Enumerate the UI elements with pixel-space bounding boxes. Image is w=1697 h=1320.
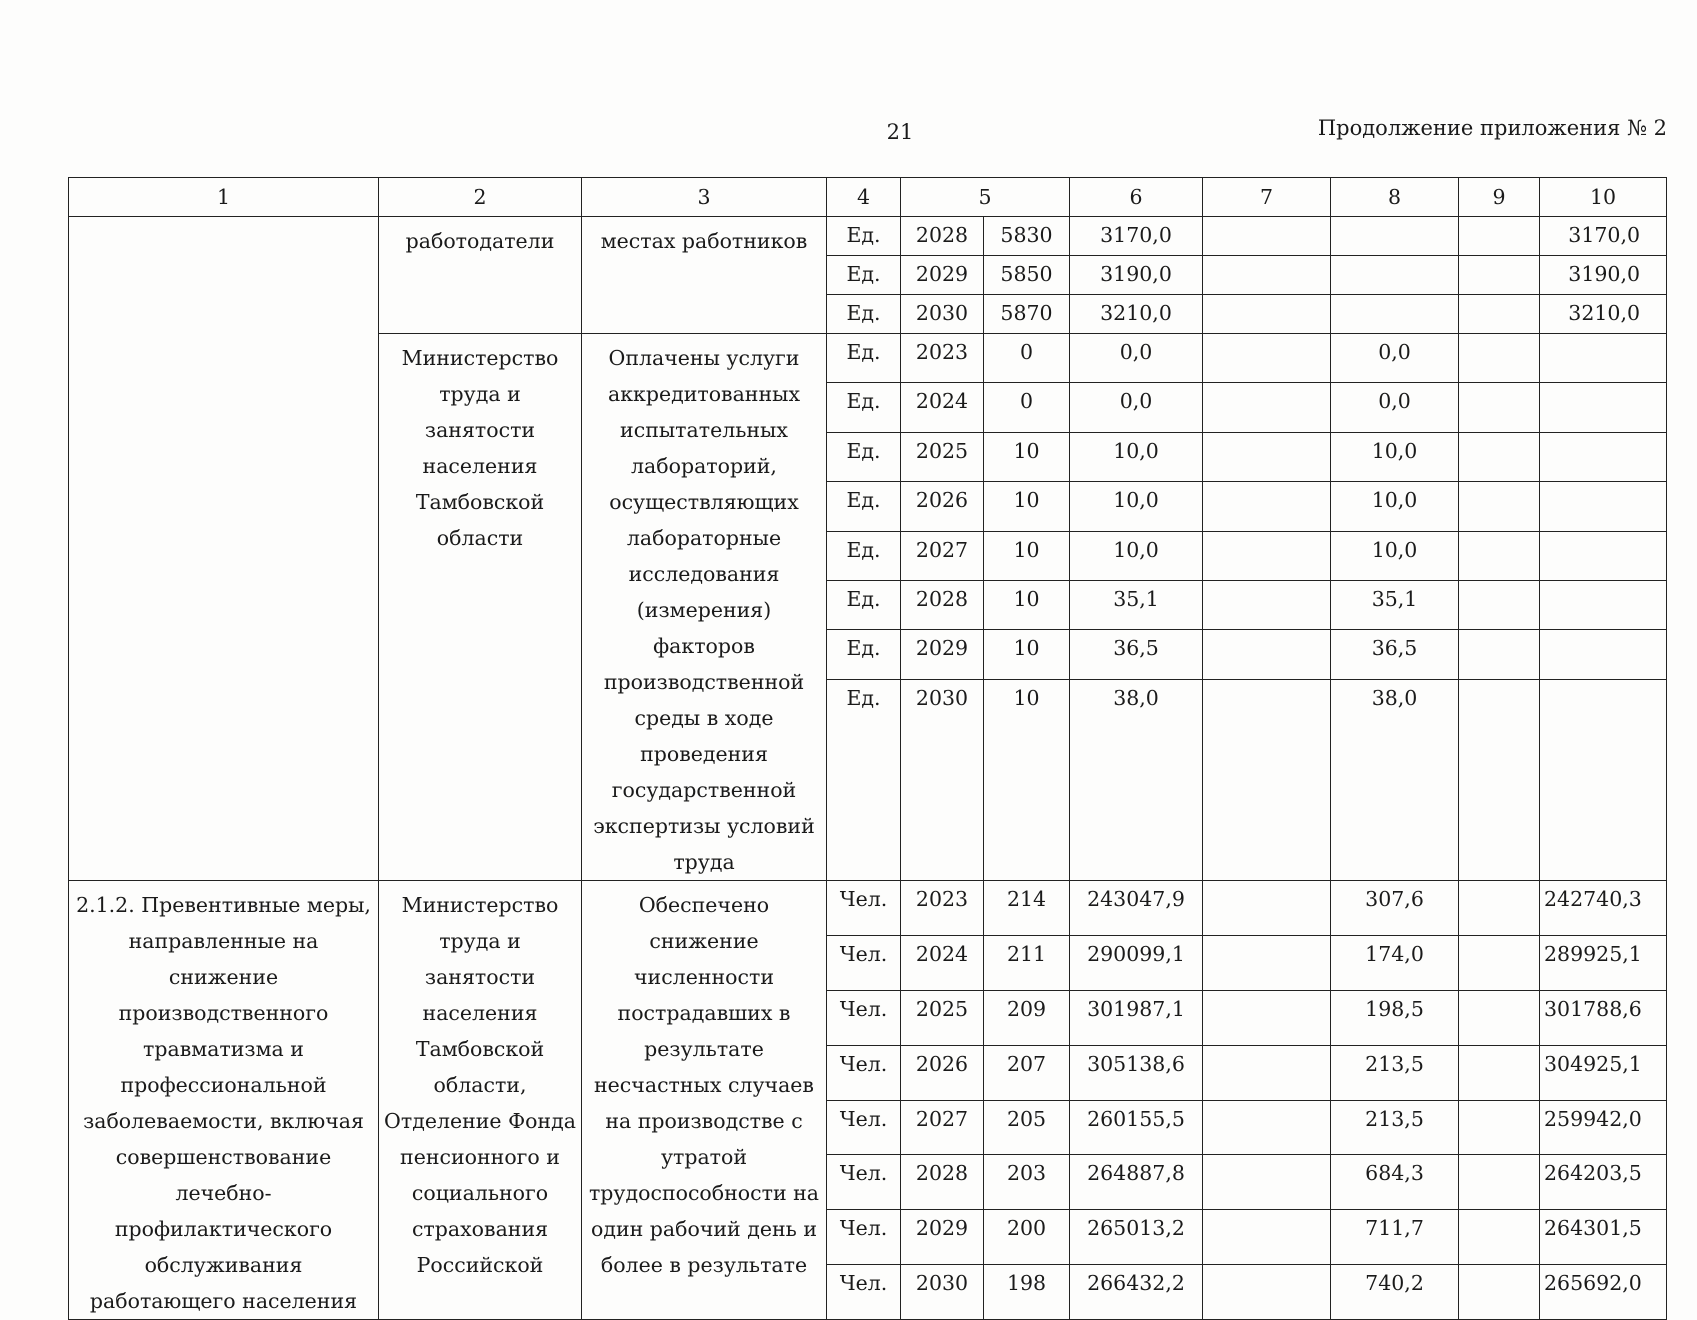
value-cell: 10,0	[1070, 482, 1203, 531]
value-cell: Ед.	[827, 580, 901, 629]
value-cell: 264887,8	[1070, 1155, 1203, 1210]
measure-name-cell	[69, 217, 379, 881]
header-cell: 3	[582, 178, 827, 217]
value-cell	[1459, 1100, 1540, 1155]
table-row	[69, 217, 1667, 256]
value-cell: 0	[984, 334, 1070, 383]
value-cell	[1203, 334, 1331, 383]
value-cell: 35,1	[1070, 580, 1203, 629]
value-cell: Ед.	[827, 295, 901, 334]
value-cell	[1459, 217, 1540, 256]
value-cell: 3170,0	[1070, 217, 1203, 256]
value-cell	[1203, 881, 1331, 936]
value-cell: 264203,5	[1540, 1155, 1667, 1210]
value-cell: 260155,5	[1070, 1100, 1203, 1155]
value-cell	[1540, 679, 1667, 880]
value-cell	[1459, 1265, 1540, 1320]
value-cell	[1540, 580, 1667, 629]
value-cell: 205	[984, 1100, 1070, 1155]
value-cell: 2025	[901, 990, 984, 1045]
value-cell: Ед.	[827, 482, 901, 531]
value-cell: 243047,9	[1070, 881, 1203, 936]
value-cell: 3210,0	[1070, 295, 1203, 334]
value-cell: 10	[984, 482, 1070, 531]
value-cell	[1203, 990, 1331, 1045]
value-cell: 200	[984, 1210, 1070, 1265]
value-cell: 10	[984, 679, 1070, 880]
value-cell	[1459, 1155, 1540, 1210]
value-cell: 5870	[984, 295, 1070, 334]
value-cell: 10,0	[1070, 531, 1203, 580]
value-cell	[1203, 1045, 1331, 1100]
value-cell: 2029	[901, 1210, 984, 1265]
value-cell: 0,0	[1331, 334, 1459, 383]
value-cell: 36,5	[1070, 630, 1203, 679]
value-cell: Ед.	[827, 256, 901, 295]
value-cell: Ед.	[827, 217, 901, 256]
value-cell: Чел.	[827, 1155, 901, 1210]
value-cell: 2027	[901, 531, 984, 580]
value-cell: 301788,6	[1540, 990, 1667, 1045]
value-cell: 684,3	[1331, 1155, 1459, 1210]
value-cell	[1203, 383, 1331, 432]
value-cell: 2030	[901, 1265, 984, 1320]
header-row	[69, 178, 1667, 217]
value-cell: Чел.	[827, 1100, 901, 1155]
value-cell: 2023	[901, 334, 984, 383]
value-cell	[1203, 482, 1331, 531]
value-cell: 10,0	[1070, 432, 1203, 481]
value-cell	[1203, 935, 1331, 990]
value-cell	[1540, 334, 1667, 383]
value-cell	[1203, 679, 1331, 880]
value-cell: 10	[984, 580, 1070, 629]
appendix-note: Продолжение приложения № 2	[1317, 116, 1667, 140]
executor-cell: работодатели	[379, 217, 582, 334]
result-cell: Обеспечено снижение численности пострадавших в результате несчастных случаев на производстве с утратой трудоспособности на один рабочий день и более в результате	[582, 881, 827, 1320]
value-cell: 2026	[901, 482, 984, 531]
value-cell: 290099,1	[1070, 935, 1203, 990]
value-cell	[1459, 531, 1540, 580]
executor-cell: Министерство труда и занятости населения Тамбовской области, Отделение Фонда пенсионного и социального страхования Российской	[379, 881, 582, 1320]
executor-cell: Министерство труда и занятости населения Тамбовской области	[379, 334, 582, 881]
value-cell: 174,0	[1331, 935, 1459, 990]
value-cell: 2029	[901, 630, 984, 679]
value-cell: 301987,1	[1070, 990, 1203, 1045]
value-cell: 211	[984, 935, 1070, 990]
measure-name-cell: 2.1.2. Превентивные меры, направленные на снижение производственного травматизма и профессиональной заболеваемости, включая совершенствование лечебно-профилактического обслуживания работающего населения	[69, 881, 379, 1320]
value-cell	[1203, 217, 1331, 256]
header-cell: 8	[1331, 178, 1459, 217]
value-cell: 711,7	[1331, 1210, 1459, 1265]
value-cell	[1203, 1210, 1331, 1265]
value-cell: 2028	[901, 580, 984, 629]
value-cell: 3170,0	[1540, 217, 1667, 256]
value-cell: 2030	[901, 679, 984, 880]
value-cell	[1459, 383, 1540, 432]
value-cell: 307,6	[1331, 881, 1459, 936]
value-cell: 3190,0	[1070, 256, 1203, 295]
page-number: 21	[886, 120, 914, 144]
value-cell: 0,0	[1070, 383, 1203, 432]
value-cell: 5850	[984, 256, 1070, 295]
value-cell: 10,0	[1331, 482, 1459, 531]
value-cell: 304925,1	[1540, 1045, 1667, 1100]
value-cell	[1331, 295, 1459, 334]
table-row	[69, 881, 1667, 936]
value-cell	[1203, 1100, 1331, 1155]
value-cell: Чел.	[827, 881, 901, 936]
header-cell: 9	[1459, 178, 1540, 217]
value-cell	[1459, 990, 1540, 1045]
value-cell	[1203, 531, 1331, 580]
value-cell	[1540, 531, 1667, 580]
value-cell: 0,0	[1070, 334, 1203, 383]
value-cell: 3190,0	[1540, 256, 1667, 295]
value-cell	[1203, 256, 1331, 295]
value-cell	[1459, 1210, 1540, 1265]
value-cell: 2026	[901, 1045, 984, 1100]
value-cell: Чел.	[827, 1045, 901, 1100]
value-cell: 259942,0	[1540, 1100, 1667, 1155]
value-cell: 3210,0	[1540, 295, 1667, 334]
value-cell	[1203, 295, 1331, 334]
value-cell: 2025	[901, 432, 984, 481]
value-cell: 38,0	[1331, 679, 1459, 880]
value-cell: 5830	[984, 217, 1070, 256]
value-cell: 209	[984, 990, 1070, 1045]
value-cell	[1203, 630, 1331, 679]
value-cell: 35,1	[1331, 580, 1459, 629]
value-cell: 2027	[901, 1100, 984, 1155]
value-cell: 740,2	[1331, 1265, 1459, 1320]
value-cell: Ед.	[827, 630, 901, 679]
result-cell: Оплачены услуги аккредитованных испытательных лабораторий, осуществляющих лабораторные исследования (измерения) факторов производственной среды в ходе проведения государственной экспертизы условий труда	[582, 334, 827, 881]
value-cell: 242740,3	[1540, 881, 1667, 936]
header-cell: 5	[901, 178, 1070, 217]
value-cell	[1540, 383, 1667, 432]
value-cell: Ед.	[827, 432, 901, 481]
value-cell	[1540, 630, 1667, 679]
value-cell: 203	[984, 1155, 1070, 1210]
value-cell: 213,5	[1331, 1100, 1459, 1155]
value-cell: 10	[984, 432, 1070, 481]
value-cell	[1459, 432, 1540, 481]
value-cell: 2030	[901, 295, 984, 334]
value-cell: 213,5	[1331, 1045, 1459, 1100]
value-cell: 214	[984, 881, 1070, 936]
value-cell	[1203, 1155, 1331, 1210]
value-cell: 10	[984, 531, 1070, 580]
value-cell	[1203, 432, 1331, 481]
value-cell: 305138,6	[1070, 1045, 1203, 1100]
value-cell	[1203, 1265, 1331, 1320]
value-cell	[1331, 256, 1459, 295]
value-cell: Чел.	[827, 1265, 901, 1320]
value-cell	[1203, 580, 1331, 629]
value-cell: Чел.	[827, 935, 901, 990]
value-cell	[1540, 482, 1667, 531]
value-cell	[1459, 881, 1540, 936]
data-table	[68, 177, 1667, 1320]
value-cell	[1459, 482, 1540, 531]
value-cell: 2028	[901, 217, 984, 256]
header-cell: 10	[1540, 178, 1667, 217]
value-cell: 198	[984, 1265, 1070, 1320]
value-cell: Чел.	[827, 990, 901, 1045]
header-cell: 7	[1203, 178, 1331, 217]
value-cell: Ед.	[827, 679, 901, 880]
value-cell: Ед.	[827, 383, 901, 432]
value-cell	[1459, 580, 1540, 629]
value-cell: 0,0	[1331, 383, 1459, 432]
value-cell	[1459, 295, 1540, 334]
value-cell: 10,0	[1331, 531, 1459, 580]
value-cell: 2024	[901, 383, 984, 432]
header-cell: 4	[827, 178, 901, 217]
value-cell: 36,5	[1331, 630, 1459, 679]
result-cell: местах работников	[582, 217, 827, 334]
header-cell: 1	[69, 178, 379, 217]
value-cell: Ед.	[827, 334, 901, 383]
value-cell: 2028	[901, 1155, 984, 1210]
value-cell: Ед.	[827, 531, 901, 580]
value-cell: 198,5	[1331, 990, 1459, 1045]
value-cell	[1459, 935, 1540, 990]
value-cell: 2029	[901, 256, 984, 295]
value-cell	[1459, 1045, 1540, 1100]
value-cell: 38,0	[1070, 679, 1203, 880]
value-cell: Чел.	[827, 1210, 901, 1265]
header-cell: 6	[1070, 178, 1203, 217]
value-cell: 10,0	[1331, 432, 1459, 481]
value-cell: 207	[984, 1045, 1070, 1100]
value-cell: 266432,2	[1070, 1265, 1203, 1320]
header-cell: 2	[379, 178, 582, 217]
value-cell: 265013,2	[1070, 1210, 1203, 1265]
value-cell	[1459, 256, 1540, 295]
value-cell: 265692,0	[1540, 1265, 1667, 1320]
value-cell: 0	[984, 383, 1070, 432]
value-cell: 289925,1	[1540, 935, 1667, 990]
value-cell	[1459, 679, 1540, 880]
value-cell	[1459, 334, 1540, 383]
value-cell	[1459, 630, 1540, 679]
value-cell: 2023	[901, 881, 984, 936]
value-cell: 10	[984, 630, 1070, 679]
value-cell	[1540, 432, 1667, 481]
value-cell: 2024	[901, 935, 984, 990]
value-cell	[1331, 217, 1459, 256]
value-cell: 264301,5	[1540, 1210, 1667, 1265]
